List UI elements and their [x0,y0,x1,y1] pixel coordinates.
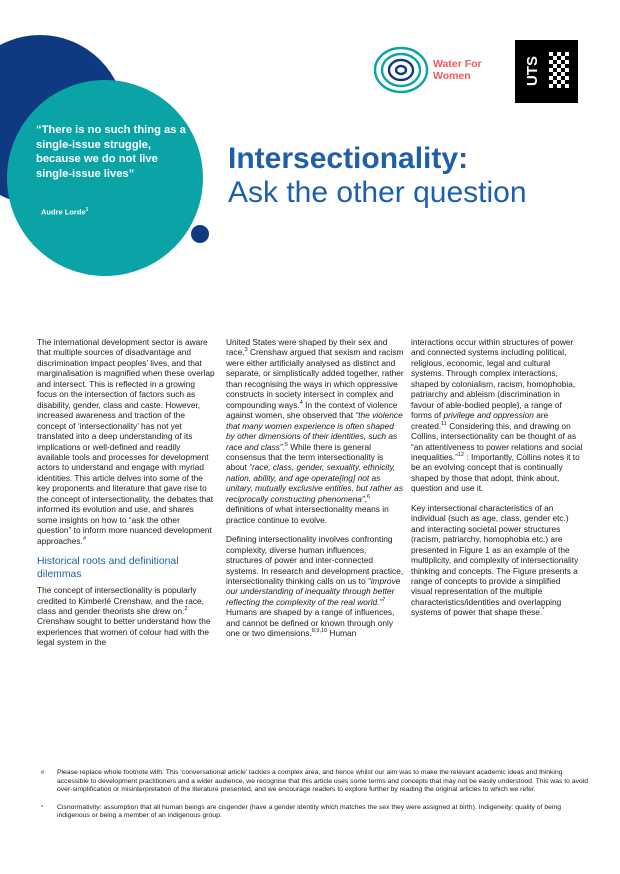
pull-quote: “There is no such thing as a single-issue struggle, because we do not live single-issue lives” [36,124,186,180]
paragraph: United States were shaped by their sex and race.$^3$ Crenshaw argued that sexism and racism were either artificially analysed as distinct and separate, or simplistically added together, rather than recognising the ways in which oppressive constructs in society intersect in complex and compounding ways.$^4$ In the context of violence against women, she observed that “the violence that many women experience is often shaped by other dimensions of their identities, such as race and class”.$^5$ While there is general consensus that the term intersectionality is about “race, class, gender, sexuality, ethnicity, nation, ability, and age operate[ing] not as unitary, mutually exclusive entities, but rather as reciprocally constructing phenomena”,$^6$ definitions of what intersectionality means in practice continue to evolve. [226,337,404,525]
page-subtitle: Ask the other question [228,176,527,209]
paragraph: Key intersectional characteristics of an individual (such as age, class, gender etc.) and interacting societal power structures (racism, patriarchy, homophobia etc.) are presented in Figure 1 as an example of the multiplicity, and complexity of intersectionality thinking and concepts. The Figure presents a range of concepts to provide a simplified visual representation of the multiple characteristics/identities and overlapping systems of power that shape these.* [411,502,579,618]
text-column-1 [37,337,215,657]
paragraph: Defining intersectionality involves confronting complexity, diverse human influences, structures of power and inter-connected systems. In research and development practice, intersectionality thinking calls on us to “improve our understanding of inequality through better reflecting the complexity of the real world.”$^7$ Humans are shaped by a range of influences, and cannot be defined or known through only one or two dimensions.$^{8,9,10}$ Human [226,534,404,639]
intro-paragraph: The international development sector is aware that multiple sources of disadvantage and discrimination impact peoples’ lives, and that marginalisation is magnified when these overlap and intersect. This is reflected in a growing focus on the intersection of factors such as disability, gender, class and caste. However, increased awareness and traction of the concept of ‘intersectionality’ has not yet translated into a deep understanding of its implications or well-defined and readily available tools and processes for development actors to understand and engage with myriad identities. This article delves into some of the key proponents and literature that gave rise to the concept of intersectionality, the debates that informed its evolution and use, and shares some insights on how to “ask the other question” to inform more nuanced development approaches.# [37,337,215,546]
footnote: # Please replace whole footnote with: This ‘conversational article’ tackles a complex area, and hence whilst our aim was to make the relevant academic ideas and thinking accessible to development practitioners and a wider audience, we recognise that this article uses some terms and concepts that may not be easily understood. This was to avoid over-simplification or misinterpretation of the literature presented, and we encourage readers to explore further by reading the original articles to which we refer. [41,769,589,794]
text-column-3 [411,337,583,627]
page-title: Intersectionality: [228,142,469,175]
water-for-women-logo-text: Water For Women [433,58,482,82]
quote-attribution: Audre Lorde$^1$ [41,207,89,217]
footnotes [41,769,589,830]
footnote: * Cisnormativity: assumption that all human beings are cisgender (have a gender identity which matches the sex they were assigned at birth). Indigeneity: quality of being indigenous or being a member of an indigenous group. [41,803,561,820]
uts-logo-text: UTS [524,56,541,86]
text-column-2 [226,337,404,648]
uts-logo [515,40,578,103]
section-heading: Historical roots and definitional dilemmas [37,556,179,581]
paragraph: The concept of intersectionality is popularly credited to Kimberlé Crenshaw, and the race, class and gender theorists she drew on.$^2$ Crenshaw sought to better understand how the experiences that women of colour had with the legal system in the [37,585,211,648]
small-navy-circle [191,225,209,243]
paragraph: interactions occur within structures of power and connected systems including political, religious, economic, legal and cultural systems. Through complex interactions, shaped by colonialism, racism, homophobia, patriarchy and ableism (discrimination in favour of able-bodied people), a range of forms of privilege and oppression are created.$^{11}$ Considering this, and drawing on Collins, intersectionality can be thought of as “an attentiveness to power relations and social inequalities.”$^{12}$ : Importantly, Collins notes it to be an evolving concept that is continually shaped by those that adopt, think about, question and use it. [411,337,583,494]
uts-logo-mark [515,40,578,103]
